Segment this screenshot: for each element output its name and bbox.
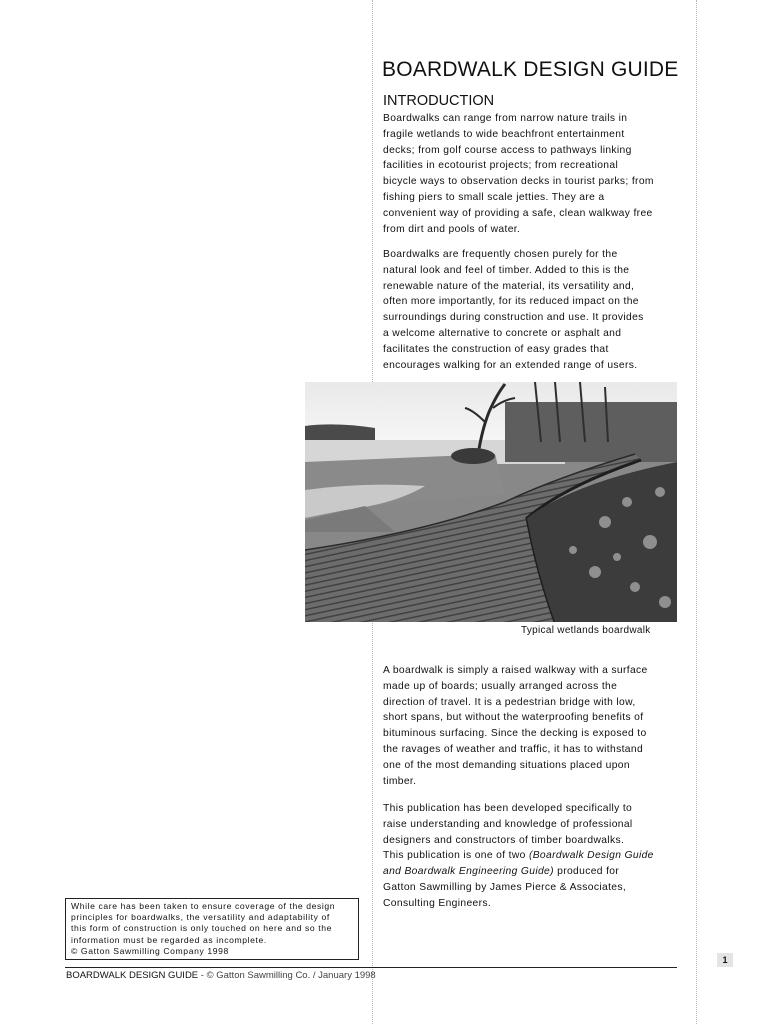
disclaimer-line: this form of construction is only touched on here and so the (71, 923, 332, 934)
text-line: This publication has been developed specifically to (383, 803, 633, 814)
boardwalk-photo (305, 382, 677, 622)
text-line (383, 848, 693, 864)
paragraph-publication (383, 801, 693, 912)
paragraph-definition (383, 663, 693, 789)
text-line: made up of boards; usually arranged across the (383, 680, 618, 692)
text-line (383, 864, 693, 880)
footer-copyright: - © Gatton Sawmilling Co. / January 1998 (198, 970, 376, 981)
text-line: fishing piers to small scale jetties. They are a (383, 191, 605, 203)
text-line: bicycle ways to observation decks in tourist parks; from (383, 176, 654, 188)
text-line: designers and constructors of timber boardwalks. (383, 834, 625, 846)
text-line: Consulting Engineers. (383, 897, 492, 909)
footer-divider (65, 967, 677, 968)
text-run: produced for (553, 866, 620, 878)
text-line: renewable nature of the material, its versatility and, (383, 280, 635, 292)
disclaimer-line: principles for boardwalks, the versatility and adaptability of (71, 912, 330, 923)
text-line: fragile wetlands to wide beachfront entertainment (383, 128, 625, 140)
text-line: facilities in ecotourist projects; from recreational (383, 160, 619, 172)
text-line: direction of travel. It is a pedestrian bridge with low, (383, 696, 636, 708)
text-line: A boardwalk is simply a raised walkway with a surface (383, 665, 648, 676)
text-line: from dirt and pools of water. (383, 223, 521, 235)
text-line: encourages walking for an extended range of users. (383, 359, 638, 371)
disclaimer-box (65, 898, 359, 960)
text-line: Boardwalks are frequently chosen purely for the (383, 249, 618, 260)
intro-paragraph (383, 111, 693, 237)
text-line: Boardwalks can range from narrow nature trails in (383, 113, 628, 124)
text-line: facilitates the construction of easy grades that (383, 343, 609, 355)
text-line: raise understanding and knowledge of professional (383, 818, 633, 830)
text-line: Gatton Sawmilling by James Pierce & Associates, (383, 881, 627, 893)
text-line: convenient way of providing a safe, clean walkway free (383, 207, 653, 219)
text-line: the ravages of weather and traffic, it has to withstand (383, 743, 644, 755)
disclaimer-line: While care has been taken to ensure coverage of the design (71, 901, 336, 911)
text-line: decks; from golf course access to pathways linking (383, 144, 632, 156)
text-line: surroundings during construction and use. It provides (383, 312, 644, 324)
italic-title: (Boardwalk Design Guide (528, 850, 654, 862)
text-line: one of the most demanding situations placed upon (383, 759, 630, 771)
italic-title: and Boardwalk Engineering Guide) (383, 866, 554, 878)
photo-caption: Typical wetlands boardwalk (521, 625, 651, 636)
disclaimer-line: information must be regarded as incomplete. (71, 934, 267, 945)
copyright-line: © Gatton Sawmilling Company 1998 (71, 945, 229, 956)
paragraph-timber (383, 247, 693, 373)
text-line: timber. (383, 775, 417, 787)
text-run: This publication is one of two (383, 850, 529, 862)
section-heading: INTRODUCTION (383, 93, 495, 109)
text-line: short spans, but without the waterproofing benefits of (383, 712, 644, 724)
text-line: often more importantly, for its reduced impact on the (383, 296, 639, 308)
text-line: bituminous surfacing. Since the decking is exposed to (383, 728, 647, 740)
footer-title: BOARDWALK DESIGN GUIDE (66, 970, 199, 981)
page-number: 1 (717, 953, 733, 967)
margin-guide-right (696, 0, 697, 1024)
text-line: a welcome alternative to concrete or asphalt and (383, 327, 622, 339)
page-footer (66, 970, 376, 981)
document-title: BOARDWALK DESIGN GUIDE (382, 58, 679, 81)
text-line: natural look and feel of timber. Added to this is the (383, 264, 630, 276)
